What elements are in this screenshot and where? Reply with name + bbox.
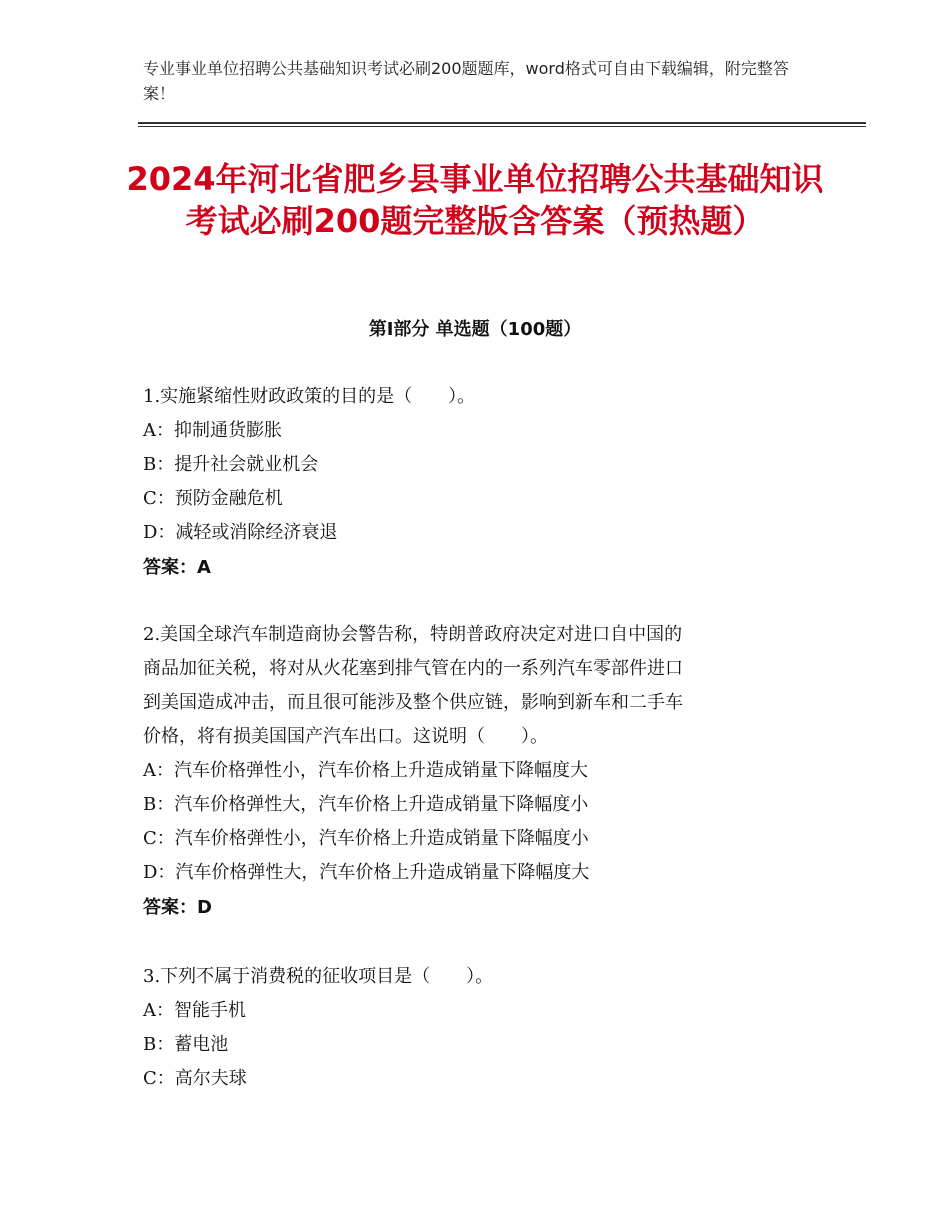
document-title: 2024年河北省肥乡县事业单位招聘公共基础知识考试必刷200题完整版含答案（预热题） (126, 160, 824, 240)
option-d: D：减轻或消除经济衰退 (143, 522, 338, 543)
question-stem: 3.下列不属于消费税的征收项目是（ ）。 (143, 966, 494, 987)
header-rule-thick (138, 122, 866, 124)
option-a: A：抑制通货膨胀 (143, 420, 282, 441)
option-a: A：汽车价格弹性小，汽车价格上升造成销量下降幅度大 (143, 760, 588, 781)
question-stem-line: 2.美国全球汽车制造商协会警告称，特朗普政府决定对进口自中国的 (143, 624, 683, 645)
question-3 (143, 960, 813, 1096)
question-stem-line: 价格，将有损美国国产汽车出口。这说明（ ）。 (143, 726, 548, 747)
option-a: A：智能手机 (143, 1000, 246, 1021)
option-c: C：高尔夫球 (143, 1068, 247, 1089)
option-b: B：蓄电池 (143, 1034, 229, 1055)
header-note: 专业事业单位招聘公共基础知识考试必刷200题题库，word格式可自由下载编辑，附完整答案！ (143, 59, 789, 103)
question-2 (143, 618, 813, 926)
option-c: C：汽车价格弹性小，汽车价格上升造成销量下降幅度小 (143, 828, 589, 849)
question-1 (143, 380, 813, 586)
option-b: B：提升社会就业机会 (143, 454, 319, 475)
option-d: D：汽车价格弹性大，汽车价格上升造成销量下降幅度大 (143, 862, 590, 883)
question-stem-line: 到美国造成冲击，而且很可能涉及整个供应链，影响到新车和二手车 (143, 692, 683, 713)
answer: 答案：A (143, 557, 211, 578)
option-c: C：预防金融危机 (143, 488, 283, 509)
section-title: 第Ⅰ部分 单选题（100题） (368, 319, 582, 340)
header-rule-thin (138, 126, 866, 127)
option-b: B：汽车价格弹性大，汽车价格上升造成销量下降幅度小 (143, 794, 589, 815)
answer: 答案：D (143, 897, 212, 918)
question-stem-line: 商品加征关税，将对从火花塞到排气管在内的一系列汽车零部件进口 (143, 658, 683, 679)
question-stem: 1.实施紧缩性财政政策的目的是（ ）。 (143, 386, 476, 407)
